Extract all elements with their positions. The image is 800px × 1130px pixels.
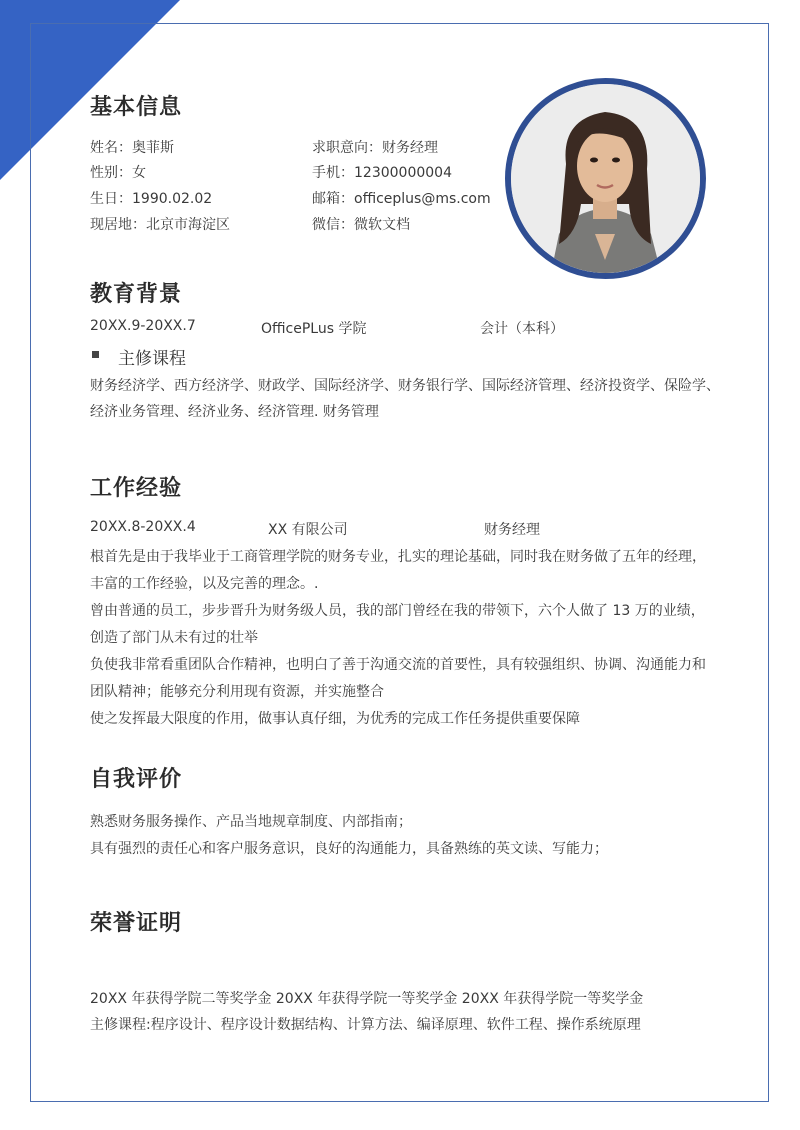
work-line: 使之发挥最大限度的作用，做事认真仔细，为优秀的完成工作任务提供重要保障	[90, 711, 580, 727]
basic-gender: 性别：女	[90, 165, 146, 181]
basic-objective: 求职意向：财务经理	[312, 140, 438, 156]
basic-birth: 生日：1990.02.02	[90, 191, 213, 207]
honor-line: 主修课程:程序设计、程序设计数据结构、计算方法、编译原理、软件工程、操作系统原理	[90, 1017, 641, 1033]
basic-phone: 手机：12300000004	[312, 165, 452, 181]
basic-address: 现居地：北京市海淀区	[90, 217, 230, 233]
self-line: 熟悉财务服务操作、产品当地规章制度、内部指南；	[90, 814, 412, 830]
work-line: 丰富的工作经验，以及完善的理念。.	[90, 576, 319, 592]
work-line: 根首先是由于我毕业于工商管理学院的财务专业，扎实的理论基础，同时我在财务做了五年的经理，	[90, 549, 706, 565]
courses-title: 主修课程	[118, 349, 186, 369]
section-heading-work: 工作经验	[90, 476, 183, 501]
basic-email: 邮箱：officeplus@ms.com	[312, 191, 491, 207]
section-heading-self: 自我评价	[90, 767, 183, 792]
square-bullet-icon	[92, 351, 99, 358]
basic-wechat: 微信：微软文档	[312, 217, 410, 233]
work-position: 财务经理	[484, 522, 540, 538]
section-heading-honor: 荣誉证明	[90, 911, 183, 936]
education-period: 20XX.9-20XX.7	[90, 318, 196, 334]
courses-line: 经济业务管理、经济业务、经济管理. 财务管理	[90, 404, 379, 420]
education-major: 会计（本科）	[480, 321, 564, 337]
work-company: XX 有限公司	[268, 522, 348, 538]
work-line: 曾由普通的员工，步步晋升为财务级人员，我的部门曾经在我的带领下，六个人做了 13 万的业绩，	[90, 603, 705, 619]
work-line: 团队精神；能够充分利用现有资源，并实施整合	[90, 684, 384, 700]
honor-line: 20XX 年获得学院二等奖学金 20XX 年获得学院一等奖学金 20XX 年获得学院一等奖学金	[90, 991, 644, 1007]
work-period: 20XX.8-20XX.4	[90, 519, 196, 535]
profile-photo	[505, 78, 706, 279]
basic-name: 姓名：奥菲斯	[90, 140, 174, 156]
work-line: 创造了部门从未有过的壮举	[90, 630, 258, 646]
section-heading-basic: 基本信息	[90, 95, 183, 120]
self-line: 具有强烈的责任心和客户服务意识，良好的沟通能力，具备熟练的英文读、写能力；	[90, 841, 608, 857]
courses-line: 财务经济学、西方经济学、财政学、国际经济学、财务银行学、国际经济管理、经济投资学、保险学、	[90, 378, 720, 394]
education-school: OfficePLus 学院	[261, 321, 367, 337]
section-heading-education: 教育背景	[90, 282, 183, 307]
work-line: 负使我非常看重团队合作精神，也明白了善于沟通交流的首要性，具有较强组织、协调、沟通能力和	[90, 657, 706, 673]
